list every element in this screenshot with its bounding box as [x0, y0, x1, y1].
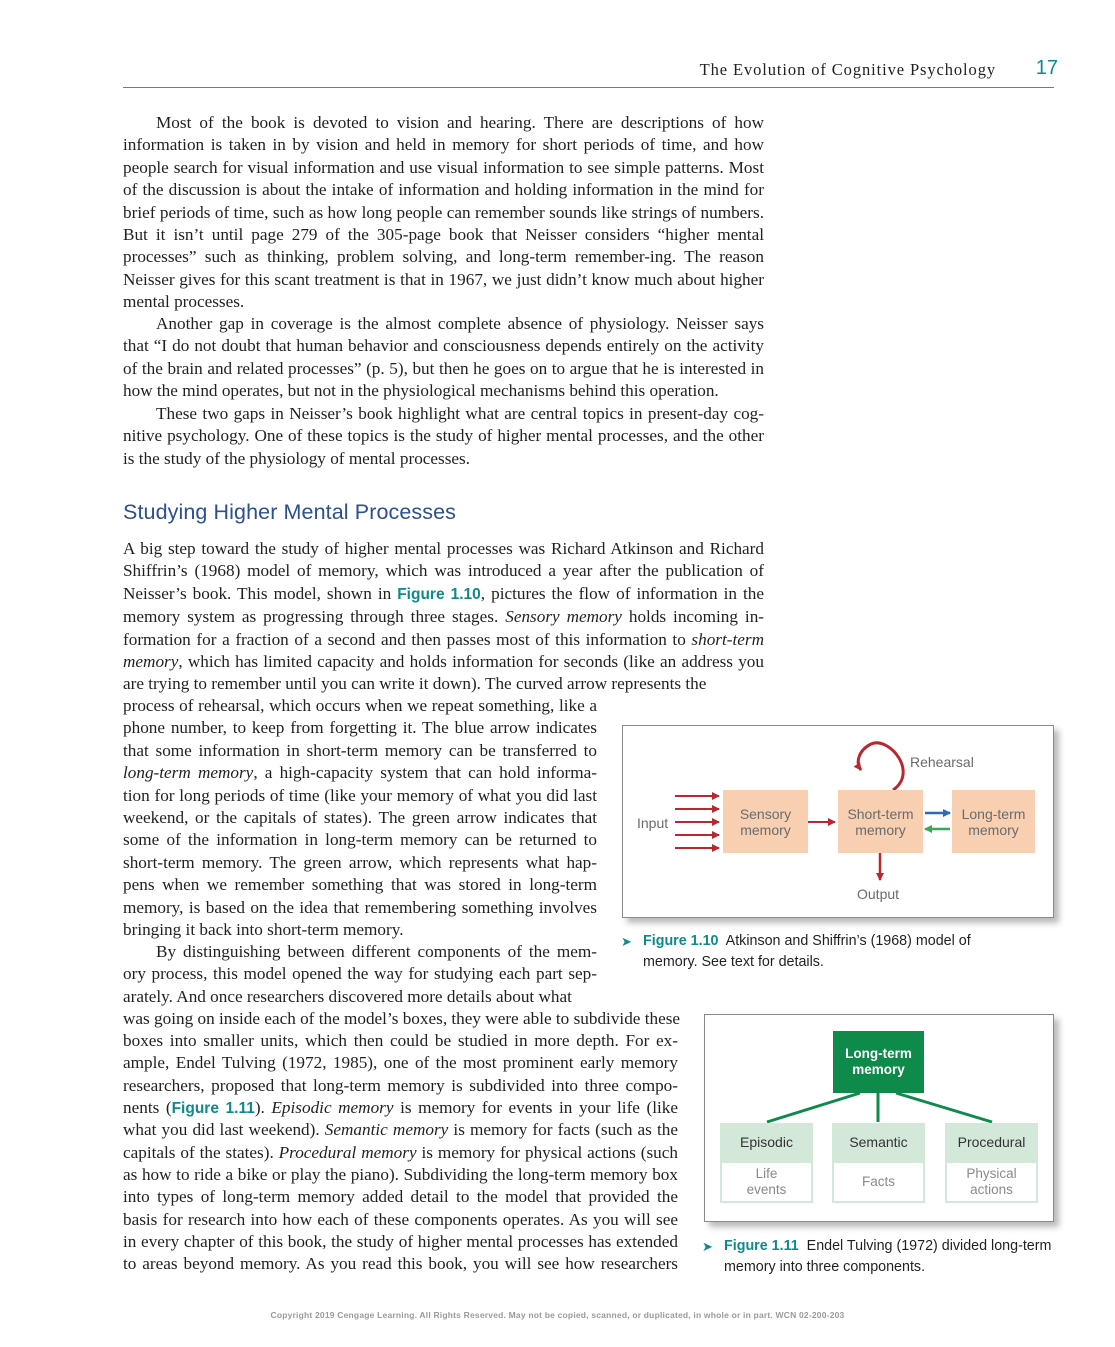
- paragraph-1: Most of the book is devoted to vision and hearing. There are descriptions of how information is taken in by vision and held in memory for short periods of time, and how people search for visual information and use visual information to see simple patterns. Most of the discussion is about the intake of information and holding information in the mind for brief periods of time, such as how long people can remember sounds like strings of numbers. But it isn’t until page 279 of the 305-page book that Neisser considers “higher mental processes” such as thinking, problem solving, and long-term remember-ing. The reason Neisser gives for this scant treatment is that in 1967, we just didn’t know much about higher mental processes.: [123, 113, 764, 312]
- sensory-memory-box: [723, 790, 808, 853]
- caption-label: Figure 1.10: [643, 933, 719, 949]
- semantic-body-text: Facts: [861, 1174, 895, 1189]
- text-run: , a high-capacity system that can hold informa-tion for long periods of time (like your memory of what you did last weekend, or the capitals of states). The green arrow indicates that some of the information in long-term memory can be returned to short-term memory. The green arrow, which represents what hap-pens when we remember something that was stored in long-term memory, is based on the idea that remembering something involves bringing it back into short-term memory.: [123, 763, 598, 940]
- paragraph-2: Another gap in coverage is the almost complete absence of physiology. Neisser says that “I do not doubt that human behavior and consciousness depends entirely on the activity of the brain and related processes” (p. 5), but then he goes on to argue that he is interested in how the mind operates, but not in the physiological mechanisms behind this operation.: [123, 314, 764, 401]
- episodic-head: Episodic: [720, 1123, 813, 1161]
- header-rule: [123, 87, 1054, 88]
- running-title: The Evolution of Cognitive Psychology: [699, 60, 996, 79]
- paragraph-4-narrow: [123, 695, 597, 941]
- connector-procedural: [896, 1093, 992, 1122]
- term-semantic-memory: Semantic memory: [324, 1120, 449, 1139]
- text-run: A big step toward the study of higher mental processes was Richard Atkinson and Richard Shiffrin’s (1968) model of memory, which was introduced a year after the publication of Neisser’s book. This model, shown in: [123, 539, 764, 603]
- paragraph-5-line: researchers, proposed that long-term memory is subdivided into three compo-: [123, 1076, 678, 1095]
- paragraph-5-line: ample, Endel Tulving (1972, 1985), one of the most prominent early memory: [123, 1053, 678, 1072]
- paragraph-5-line: was going on inside each of the model’s boxes, they were able to subdivide these: [123, 1009, 681, 1028]
- caption-text: Endel Tulving (1972) divided long-term memory into three components.: [724, 1238, 1052, 1275]
- input-arrows: [675, 796, 719, 848]
- rehearsal-arrow: [858, 743, 903, 790]
- short-term-memory-box: [838, 790, 923, 853]
- paragraph-5-line: as how to ride a bike or play the piano). Subdividing the long-term memory box: [123, 1165, 678, 1184]
- semantic-head: Semantic: [832, 1123, 925, 1161]
- sensory-memory-label: Sensory memory: [739, 805, 792, 838]
- episodic-body-text: Life events: [746, 1166, 787, 1197]
- paragraph-5-line: in every chapter of this book, the study of higher mental processes has extended: [123, 1232, 678, 1251]
- procedural-body: [945, 1161, 1038, 1203]
- procedural-body-text: Physical actions: [966, 1166, 1017, 1197]
- paragraph-5-narrow: By distinguishing between different components of the mem-ory process, this model opened the way for studying each part sep-arately. And once researchers discovered more details about what: [123, 942, 597, 1006]
- paragraph-5-line: boxes into smaller units, which then could be studied in more depth. For ex-: [123, 1031, 678, 1050]
- text-run: , pictures the flow of information in the memory system as progressing through three stages.: [123, 583, 764, 627]
- paragraph-4-wide: [123, 538, 764, 696]
- semantic-body: [832, 1161, 925, 1203]
- page-number: 17: [1035, 57, 1058, 79]
- figure-1-11-reference[interactable]: Figure 1.11: [171, 1100, 255, 1117]
- rehearsal-label: Rehearsal: [910, 754, 974, 770]
- text-run: ).: [254, 1098, 272, 1117]
- paragraph-3: These two gaps in Neisser’s book highlight what are central topics in present-day cog-nitive psychology. One of these topics is the study of higher mental processes, and the other is the study of the physiology of mental processes.: [123, 404, 764, 468]
- figure-1-10-caption: [621, 931, 1023, 972]
- term-episodic-memory: Episodic memory: [271, 1098, 394, 1117]
- paragraph-5-line: to areas beyond memory. As you read this book, you will see how researchers: [123, 1254, 678, 1273]
- text-run: is memory for events in your life (like: [393, 1098, 678, 1117]
- text-run: process of rehearsal, which occurs when we repeat something, like a phone number, to keep from forgetting it. The blue arrow indicates that some information in short-term memory can be transferred to: [123, 696, 597, 760]
- input-label: Input: [637, 815, 669, 831]
- term-long-term-memory: long-term memory: [123, 763, 254, 783]
- paragraph-5-line: into types of long-term memory added detail to the model that provided the: [123, 1187, 678, 1206]
- text-run: is memory for physical actions (such: [416, 1143, 678, 1162]
- caption-arrow-icon: ➤: [702, 1239, 713, 1254]
- figure-1-11: [704, 1014, 1054, 1222]
- long-term-memory-box: [952, 790, 1035, 853]
- short-term-memory-label: Short-term memory: [847, 805, 914, 838]
- term-short-term-memory: short-term memory: [123, 629, 764, 672]
- caption-text: Atkinson and Shiffrin’s (1968) model of memory. See text for details.: [643, 933, 971, 970]
- connector-episodic: [767, 1093, 860, 1122]
- figure-1-10: [622, 725, 1054, 918]
- paragraph-5-line: basis for research into how each of these components operates. As you will see: [123, 1210, 678, 1229]
- paragraph-5-line: [123, 1142, 678, 1164]
- caption-arrow-icon: ➤: [621, 934, 632, 949]
- figure-1-11-caption: [702, 1236, 1054, 1277]
- copyright-footer: Copyright 2019 Cengage Learning. All Rights Reserved. May not be copied, scanned, or duplicated, in whole or in part. WCN 02-200-203: [270, 1310, 845, 1320]
- procedural-head: Procedural: [945, 1123, 1038, 1161]
- output-label: Output: [857, 886, 900, 902]
- caption-label: Figure 1.11: [724, 1238, 799, 1254]
- long-term-memory-root: [833, 1031, 924, 1093]
- text-run: , which has limited capacity and holds information for seconds (like an address you are trying to remember until you can write it down). The curved arrow represents the: [123, 652, 764, 694]
- text-run: nents (: [123, 1098, 172, 1117]
- text-run: capitals of the states).: [123, 1143, 279, 1162]
- text-run: holds incoming in-formation for a fraction of a second and then passes most of this information to: [123, 607, 765, 649]
- long-term-memory-label: Long-term memory: [961, 805, 1026, 838]
- paragraph-5-line: [123, 1119, 678, 1141]
- long-term-memory-root-label: Long-term memory: [845, 1046, 912, 1077]
- section-heading: Studying Higher Mental Processes: [123, 500, 457, 524]
- text-run: is memory for facts (such as the: [448, 1120, 678, 1139]
- episodic-body: [720, 1161, 813, 1203]
- figure-1-10-reference[interactable]: Figure 1.10: [397, 585, 481, 603]
- term-procedural-memory: Procedural memory: [278, 1143, 417, 1162]
- paragraph-5-line: [123, 1097, 678, 1120]
- term-sensory-memory: Sensory memory: [505, 607, 622, 627]
- text-run: what you did last weekend).: [123, 1120, 325, 1139]
